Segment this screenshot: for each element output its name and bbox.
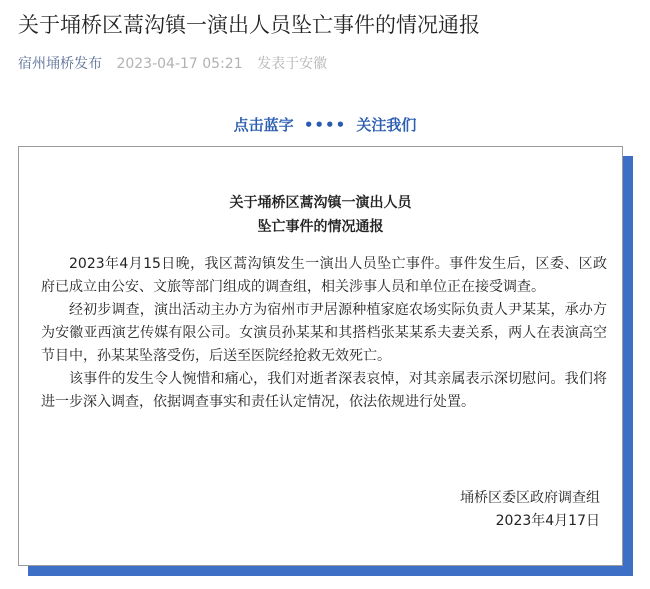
publish-location: 发表于安徽 [257,56,328,72]
publish-date: 2023-04-17 05:21 [116,56,243,72]
notice-title [19,191,622,239]
account-name-link[interactable]: 宿州埇桥发布 [18,56,102,72]
follow-banner-left-text: 点击蓝字 [233,116,294,134]
notice-paragraph-1: 2023年4月15日晚，我区蒿沟镇发生一演出人员坠亡事件。事件发生后，区委、区政府已成立由公安、文旅等部门组成的调查组，相关涉事人员和单位正在接受调查。 [41,256,607,295]
notice-title-line-1: 关于埇桥区蒿沟镇一演出人员 [229,195,412,211]
signature-organization: 埇桥区委区政府调查组 [460,490,600,506]
signature-date: 2023年4月17日 [495,513,600,529]
article-meta [18,54,327,74]
notice-paragraph-2: 经初步调查，演出活动主办方为宿州市尹居源种植家庭农场实际负责人尹某某，承办方为安徽亚西演艺传媒有限公司。女演员孙某某和其搭档张某某系夫妻关系，两人在表演高空节目中，孙某某坠落受伤，后送至医院经抢救无效死亡。 [41,302,607,364]
follow-banner-right-text: 关注我们 [356,116,417,134]
article-title: 关于埇桥区蒿沟镇一演出人员坠亡事件的情况通报 [18,13,480,37]
follow-banner[interactable] [0,114,650,136]
follow-banner-dots: •••• [303,116,347,134]
notice-box [18,146,623,566]
notice-body [41,253,607,414]
notice-paragraph-3: 该事件的发生令人惋惜和痛心，我们对逝者深表哀悼，对其亲属表示深切慰问。我们将进一步深入调查，依据调查事实和责任认定情况，依法依规进行处置。 [41,371,607,410]
notice-signature [460,487,600,533]
notice-title-line-2: 坠亡事件的情况通报 [257,219,384,235]
